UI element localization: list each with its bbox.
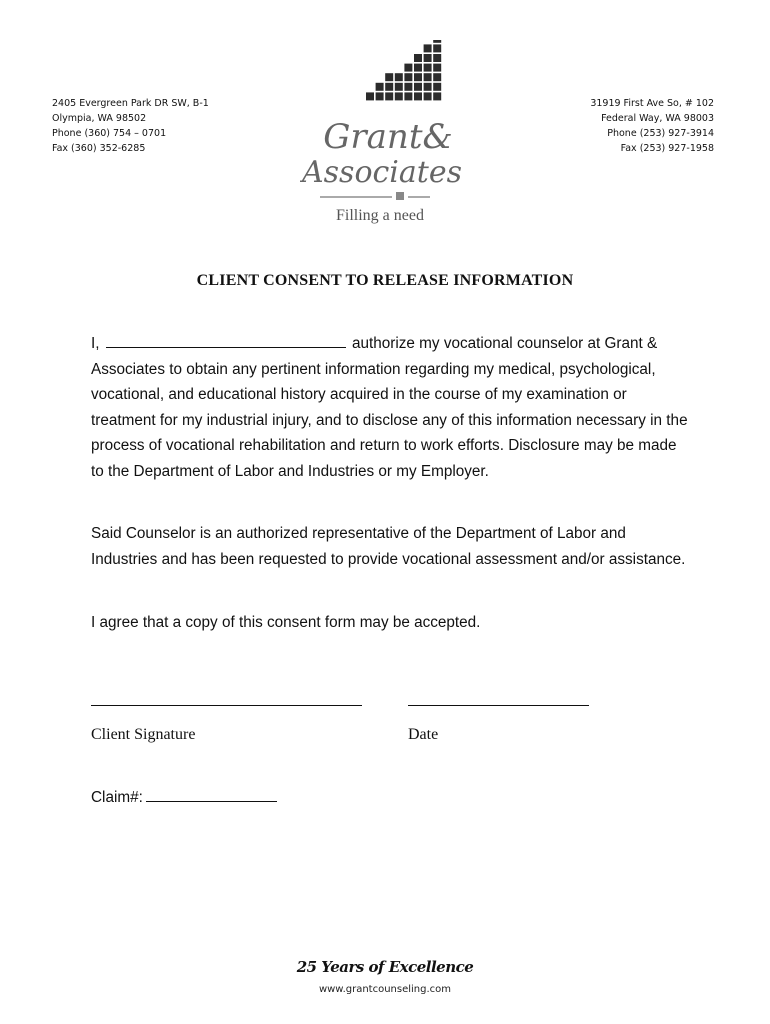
logo-square xyxy=(433,44,441,52)
logo-square xyxy=(366,92,374,100)
logo-square xyxy=(414,73,422,81)
logo-square xyxy=(433,40,441,43)
claim-field xyxy=(91,787,277,807)
logo-square xyxy=(376,83,384,91)
consent-paragraph xyxy=(91,331,691,484)
logo-square xyxy=(376,92,384,100)
date-label: Date xyxy=(408,726,439,743)
logo-square xyxy=(424,44,432,52)
footer-website-link[interactable]: www.grantcounseling.com xyxy=(318,984,452,995)
client-name-blank[interactable] xyxy=(106,333,346,348)
logo-square xyxy=(395,73,403,81)
company-logo xyxy=(300,40,470,230)
left-address-fax: Fax (360) 352-6285 xyxy=(52,143,146,154)
logo-square xyxy=(395,83,403,91)
logo-square xyxy=(385,83,393,91)
claim-number-blank[interactable] xyxy=(146,787,277,802)
logo-square xyxy=(404,64,412,72)
logo-square xyxy=(433,64,441,72)
consent-prefix: I, xyxy=(91,335,100,352)
right-address-street: 31919 First Ave So, # 102 xyxy=(590,98,714,109)
counselor-paragraph: Said Counselor is an authorized representative of the Department of Labor and Industries and has been requested to provide vocational assessment and/or assistance. xyxy=(91,525,686,568)
claim-label: Claim#: xyxy=(91,789,143,806)
logo-square xyxy=(433,83,441,91)
logo-square xyxy=(385,73,393,81)
left-address-city: Olympia, WA 98502 xyxy=(52,113,147,124)
logo-square xyxy=(414,64,422,72)
logo-square xyxy=(433,73,441,81)
left-address-street: 2405 Evergreen Park DR SW, B-1 xyxy=(52,98,209,109)
logo-square xyxy=(414,83,422,91)
logo-square xyxy=(424,64,432,72)
logo-square xyxy=(385,92,393,100)
logo-square xyxy=(424,92,432,100)
logo-tagline: Filling a need xyxy=(336,207,424,224)
client-signature-line[interactable] xyxy=(91,705,362,706)
logo-square-staircase-icon xyxy=(366,40,441,100)
logo-square xyxy=(433,54,441,62)
consent-text: authorize my vocational counselor at Grant & Associates to obtain any pertinent information regarding my medical, psychological, vocational, and educational history acquired in the course of my examination or treatment for my industrial injury, and to disclose any of this information necessary in the process of vocational rehabilitation and return to work efforts. Disclosure may be made to the Department of Labor and Industries or my Employer. xyxy=(91,335,688,480)
right-address-city: Federal Way, WA 98003 xyxy=(601,113,714,124)
right-address-phone: Phone (253) 927-3914 xyxy=(607,128,714,139)
logo-square xyxy=(424,54,432,62)
logo-name-line2: Associates xyxy=(301,155,463,190)
left-address-phone: Phone (360) 754 – 0701 xyxy=(52,128,167,139)
logo-square xyxy=(424,83,432,91)
logo-square xyxy=(414,54,422,62)
date-line[interactable] xyxy=(408,705,589,706)
copy-accepted-paragraph: I agree that a copy of this consent form may be accepted. xyxy=(91,614,481,631)
left-office-address xyxy=(52,96,209,156)
logo-name-line1: Grant& xyxy=(323,117,453,157)
logo-divider-square-icon xyxy=(396,192,404,200)
document-title: CLIENT CONSENT TO RELEASE INFORMATION xyxy=(196,272,574,289)
logo-square xyxy=(433,92,441,100)
logo-square xyxy=(395,92,403,100)
logo-square xyxy=(414,92,422,100)
logo-square xyxy=(404,73,412,81)
logo-square xyxy=(424,73,432,81)
right-address-fax: Fax (253) 927-1958 xyxy=(620,143,714,154)
client-signature-label: Client Signature xyxy=(91,726,196,743)
footer-slogan: 25 Years of Excellence xyxy=(296,958,474,976)
right-office-address xyxy=(590,96,714,156)
logo-square xyxy=(404,83,412,91)
logo-square xyxy=(404,92,412,100)
